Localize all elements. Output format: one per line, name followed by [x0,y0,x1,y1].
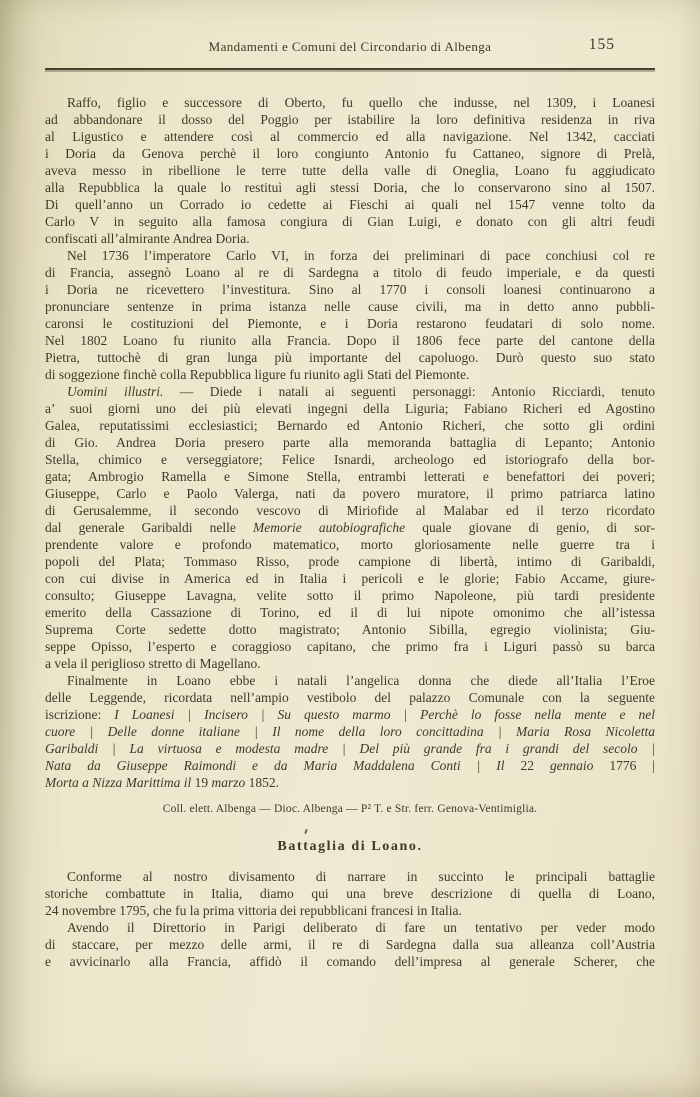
paragraph [45,383,655,672]
text-line: a vela il periglioso stretto di Magellano. [45,656,261,671]
text-line: seppe Opisso, l’esperto e coraggioso capitano, che primo fra i Liguri passò su barca [45,639,655,654]
electoral-college-line: Coll. elett. Albenga — Dioc. Albenga — P² T. e Str. ferr. Genova-Ventimiglia. [162,803,538,815]
section-heading-wrap [45,839,655,855]
text-line: i Doria da Genova perchè il loro congiunto Antonio fu Cattaneo, signore di Prelà, [45,146,655,161]
paragraph [45,672,655,791]
text-line: Nata da Giuseppe Raimondi e da Maria Maddalena Conti | Il 22 gennaio 1776 | [45,758,655,773]
text-line: Pietra, tuttochè di gran lunga più importante del capoluogo. Durò questo suo stato [45,350,655,365]
text-line: Suprema Corte sedette dotto magistrato; Antonio Sibilla, egregio violinista; Giu- [45,622,655,637]
text-line: di Gerusalemme, il secondo vescovo di Miriofide al Malabar ed il terzo ricordato [45,503,655,518]
text-line: storiche combattute in Italia, diamo qui una breve descrizione di quella di Loano, [45,886,655,901]
text-line: gata; Ambrogio Ramella e Simone Stella, entrambi letterati e benefattori dei poveri; [45,469,655,484]
text-line: Avendo il Direttorio in Parigi deliberato di fare un tentativo per veder modo [67,920,655,935]
text-line: Galea, reputatissimi ecclesiastici; Bernardo ed Antonio Richeri, che sotto gli ordini [45,418,655,433]
text-line: caronsi le costituzioni del Piemonte, e i Doria restarono feudatari di solo nome. [45,316,655,331]
text-line: dal generale Garibaldi nelle Memorie autobiografiche quale giovane di genio, di sor- [45,520,655,535]
text-line: 24 novembre 1795, che fu la prima vittoria dei repubblicani francesi in Italia. [45,903,462,918]
text-line: di Gio. Andrea Doria presero parte alla memoranda battaglia di Lepanto; Antonio [45,435,655,450]
text-line: Carlo V in seguito alla famosa congiura di Gian Luigi, e donato con gli altri feudi [45,214,655,229]
paragraph [45,868,655,919]
after-paragraphs [45,868,655,970]
text-line: e avvicinarlo alla Francia, affidò il comando dell’impresa al generale Scherer, che [45,954,655,969]
text-line: emerito della Cassazione di Torino, ed il di lui nipote omonimo che all’istessa [45,605,655,620]
ink-speck [304,829,308,834]
text-line: iscrizione: I Loanesi | Incisero | Su questo marmo | Perchè lo fosse nella mente e nel [45,707,655,722]
header-rule [45,68,655,70]
text-line: ad abbandonare il dosso del Poggio per istabilire la loro definitiva residenza in riva [45,112,655,127]
text-line: Uomini illustri. — Diede i natali ai seguenti personaggi: Antonio Ricciardi, tenuto [67,384,655,399]
text-line: delle Leggende, ricordata nell’ampio vestibolo del palazzo Comunale con la seguente [45,690,655,705]
running-header [45,38,655,58]
text-line: Conforme al nostro divisamento di narrare in succinto le principali battaglie [67,869,655,884]
text-line: i Doria ne ricevettero l’investitura. Sino al 1770 i consoli loanesi continuarono a [45,282,655,297]
text-line: Giuseppe, Carlo e Paolo Valerga, nati da povero muratore, il primo patriarca latino [45,486,655,501]
paragraph [45,94,655,247]
text-line: di Francia, assegnò Loano al re di Sardegna a titolo di feudo imperiale, e da questi [45,265,655,280]
text-line: con cui divise in America ed in Italia i pericoli e le glorie; Fabio Accame, giure- [45,571,655,586]
text-line: al Ligustico e attendere così al commercio ed alla navigazione. Nel 1342, cacciati [45,129,655,144]
text-block [45,94,655,970]
text-line: confiscati all’almirante Andrea Doria. [45,231,250,246]
text-line: prendente valore e profondo matematico, morto gloriosamente nelle guerre tra i [45,537,655,552]
paragraph [45,919,655,970]
front-paragraphs [45,94,655,791]
text-line: di soggezione finchè colla Repubblica ligure fu riunito agli Stati del Piemonte. [45,367,470,382]
text-line: cuore | Delle donne italiane | Il nome della loro concittadina | Maria Rosa Nicoletta [45,724,655,739]
text-line: consulto; Giuseppe Lavagna, velite sotto il primo Napoleone, più tardi presidente [45,588,655,603]
text-line: Finalmente in Loano ebbe i natali l’angelica donna che diede all’Italia l’Eroe [67,673,655,688]
text-line: Garibaldi | La virtuosa e modesta madre | Del più grande fra i grandi del secolo | [45,741,655,756]
text-line: Morta a Nizza Marittima il 19 marzo 1852. [45,775,280,790]
text-line: Stella, chimico e verseggiatore; Felice Isnardi, archeologo ed istoriografo della bor- [45,452,655,467]
text-line: a’ suoi giorni uno dei più elevati ingegni della Liguria; Fabiano Richeri ed Agostino [45,401,655,416]
text-line: Nel 1802 Loano fu riunito alla Francia. Dopo il 1806 fece parte del cantone della [45,333,655,348]
text-line: alla Repubblica la quale lo restituì agli stessi Doria, che lo conservarono sino al 1507. [45,180,655,195]
text-line: di staccare, per mezzo delle armi, il re di Sardegna dalla sua alleanza coll’Austria [45,937,655,952]
paragraph [45,247,655,383]
running-header-title: Mandamenti e Comuni del Circondario di Albenga [208,39,492,54]
text-line: pronunciare sentenze in prima istanza nelle cause civili, ma in detto anno pubbli- [45,299,655,314]
text-line: popoli del Plata; Tommaso Risso, prode campione di libertà, intimo di Garibaldi, [45,554,655,569]
page-number: 155 [588,36,615,53]
text-line: aveva messo in ribellione le terre tutte della valle di Oneglia, Loano fu aggiudicato [45,163,655,178]
text-line: Di quell’anno un Corrado io cedette ai Fieschi ai quali nel 1547 venne tolto da [45,197,655,212]
text-line: Raffo, figlio e successore di Oberto, fu quello che indusse, nel 1309, i Loanesi [67,95,655,110]
section-heading: Battaglia di Loano. [277,839,423,854]
text-line: Nel 1736 l’imperatore Carlo VI, in forza dei preliminari di pace conchiusi col re [67,248,655,263]
